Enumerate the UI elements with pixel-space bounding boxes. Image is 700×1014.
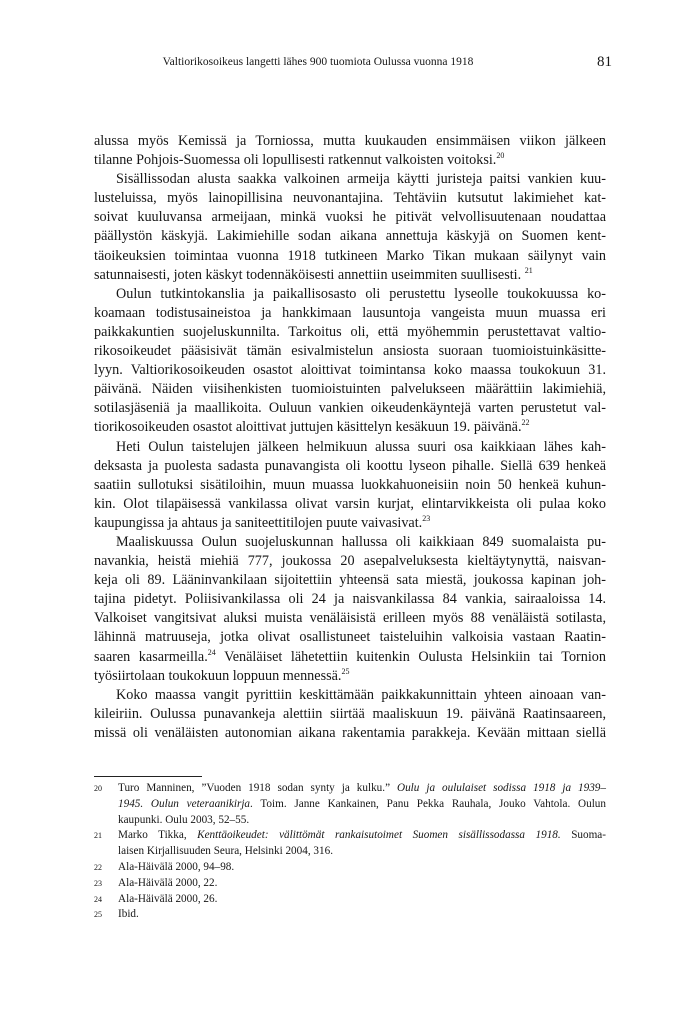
footnote-line: kaupunki. Oulu 2003, 52–55. [118,813,250,826]
text-line: lusteluissa, myös lainopillisina neuvonantajina. Tehtäviin kutsutut lakimiehet kat- [94,190,606,207]
text-line: kileiriin. Oulussa punavankeja alettiin siirtää maaliskuun 19. päivänä Raatinsaareen, [94,705,606,722]
text-line: lyyn. Valtiorikosoikeuden osastot aloittivat toimintansa koko maassa toukokuun 31. [94,362,606,379]
footnote-line: Turo Manninen, ”Vuoden 1918 sodan synty ja kulku.” Oulu ja oululaiset sodissa 1918 ja 1939– [118,782,606,794]
footnotes [94,781,606,923]
footnote-number: 20 [94,784,102,793]
text-line: Maaliskuussa Oulun suojeluskunnan hallussa oli kaikkiaan 849 suomalaista pu- [116,533,606,550]
text-line: tiorikosoikeuden osastot aloittivat juttujen käsittelyn kesäkuun 19. päivänä.$^{22}$ [94,418,530,436]
text-line: Heti Oulun taistelujen jälkeen helmikuun alussa suuri osa kaikkiaan lähes kah- [116,438,606,455]
paragraph [94,533,606,686]
footnote-number: 22 [94,862,102,872]
footnote-number: 24 [94,894,102,904]
footnote-ref: 25 [341,666,350,676]
text-line: Sisällissodan alusta saakka valkoinen armeija käytti juristeja paitsi vankien kuu- [116,171,606,188]
footnote-ref: 20 [496,151,505,161]
paragraph [94,686,606,743]
footnote-line: laisen Kirjallisuuden Seura, Helsinki 2004, 316. [118,845,334,858]
text-line: Oulun tutkintokanslia ja paikallisosasto oli perustettu lyseolle toukokuussa ko- [116,285,606,302]
text-line: työsiirtolaan toukokuun loppuun mennessä.$^{25}$ [94,666,350,684]
footnote-ref: 22 [521,418,530,428]
text-line: paikkakuntien suojeluskunnilta. Tarkoitus oli, että myöhemmin perustettavat valtio- [94,323,606,340]
text-line: saaren kasarmeilla.$^{24}$ Venäläiset lähetettiin kuitenkin Oulusta Helsinkiin tai Tornion [94,647,606,665]
text-line: päällystön käskyjä. Lakimiehille sodan aikana annettuja käskyjä on Suomen kent- [94,228,606,245]
footnote-ref: 24 [207,647,216,657]
text-line: missä oli venäläisten autonomian aikana rakentamia parakkeja. Kevään mittaan siellä [94,724,606,741]
text-line: kin. Olot tilapäisessä vankilassa olivat varsin kurjat, elintarvikkeista oli pulaa koko [94,495,606,512]
text-line: Koko maassa vangit pyrittiin keskittämään paikkakunnittain yhteen ainoaan van- [116,686,606,703]
footnote [94,876,606,892]
footnote [94,781,606,828]
footnote [94,907,606,923]
text-line: alussa myös Kemissä ja Torniossa, mutta kuukauden ensimmäisen viikon jälkeen [94,133,606,149]
text-line: navankia, heistä miehiä 777, joukossa 20 asepalveluksesta kieltäytynyttä, naisvan- [94,553,606,570]
footnote-line: 1945. Oulun veteraanikirja. Toim. Janne Kankainen, Panu Pekka Rauhala, Jouko Vahtola. Oulun [118,797,606,810]
text-line: lähinnä matruuseja, jotka olivat osallistuneet taisteluihin valkoisia vastaan Raatin- [94,629,606,646]
text-line: satunnaisesti, joten käskyt todennäköisesti annettiin useimmiten suullisesti. $^{21}$ [94,265,533,283]
text-line: päivänä. Näiden viisihenkisten tuomioistuinten palvelukseen määrättiin lakimiehiä, [94,381,606,398]
page-number: 81 [597,54,612,70]
footnote [94,892,606,908]
text-line: koamaan todistusaineistoa ja hankkimaan lausuntoja vangeista muun muassa eri [94,304,606,321]
paragraph [94,438,606,533]
paragraph [94,285,606,438]
footnote [94,828,606,860]
running-title: Valtiorikosoikeus langetti lähes 900 tuomiota Oulussa vuonna 1918 [162,56,474,68]
footnote-ref: 23 [422,513,431,523]
text-line: keja oli 89. Lääninvankilaan sijoitettiin yhteensä sata miestä, joukossa kapinan joh- [94,572,606,589]
footnote-ref: 21 [524,265,533,275]
page-header [88,53,612,71]
footnote-line: Marko Tikka, Kenttäoikeudet: välittömät rankaisutoimet Suomen sisällissodassa 1918. Suoma- [118,829,606,842]
footnote [94,860,606,876]
text-line: Valkoiset vangitsivat aluksi muista venäläisistä erilleen myös 88 venäläistä sotilasta, [94,610,606,627]
text-line: saatiin sullotuksi sisätiloihin, muun muassa luokkahuoneisiin noin 50 henkeä kuhun- [94,476,606,493]
text-line: rikosoikeudet pääsisivät tämän esivalmistelun ansiosta suoraan tuomioistuinkäsitte- [94,343,606,360]
footnote-line: Ala-Häivälä 2000, 26. [118,892,218,905]
text-line: tajina pidetyt. Poliisivankilassa oli 24 ja naisvankilassa 84 vankia, sairaaloissa 14. [94,591,606,608]
text-line: sotilasjäseniä ja maallikoita. Ouluun vankien oikeudenkäyntejä varten perustetut val- [94,400,606,417]
footnote-separator [94,776,202,777]
text-line: soivat kuuluvansa armeijaan, minkä vuoksi he pitivät velvollisuutenaan noudattaa [94,209,606,226]
text-line: deksasta ja puolesta sadasta punavangista oli koottu lyseon pihalle. Siellä 639 henkeä [94,457,606,474]
footnote-number: 25 [94,910,102,920]
body-text [94,132,606,743]
footnote-number: 23 [94,878,102,888]
paragraph [94,170,606,285]
text-line: tilanne Pohjois-Suomessa oli lopullisesti ratkennut valkoisten voitoksi.$^{20}$ [94,151,505,169]
footnote-line: Ala-Häivälä 2000, 94–98. [118,860,235,873]
paragraph [94,132,606,170]
footnote-line: Ala-Häivälä 2000, 22. [118,876,218,889]
footnote-line: Ibid. [118,908,139,921]
text-line: kaupungissa ja ahtaus ja saniteettitilojen puute vaivasivat.$^{23}$ [94,513,431,531]
text-line: täoikeuksien toimintaa vuonna 1918 tutkineen Marko Tikan mukaan säilynyt vain [94,247,606,264]
footnote-number: 21 [94,831,102,841]
